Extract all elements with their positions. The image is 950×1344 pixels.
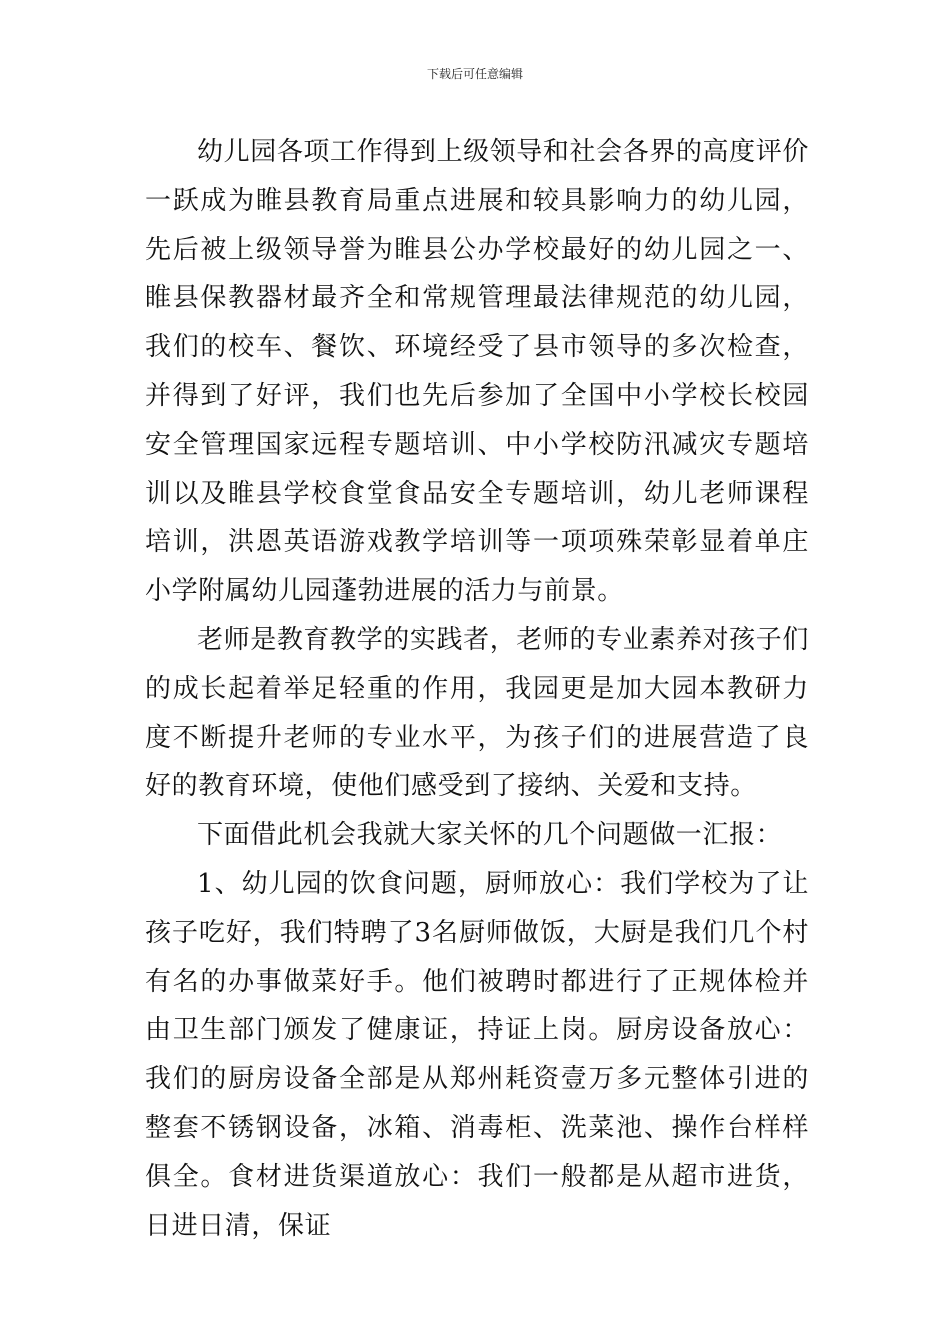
paragraph-food-issue: 1、幼儿园的饮食问题，厨师放心：我们学校为了让孩子吃好，我们特聘了3名厨师做饭，大厨是我们几个村有名的办事做菜好手。他们被聘时都进行了正规体检并由卫生部门颁发了健康证，持证上岗。厨房设备放心：我们的厨房设备全部是从郑州耗资壹万多元整体引进的整套不锈钢设备，冰箱、消毒柜、洗菜池、操作台样样俱全。食材进货渠道放心：我们一般都是从超市进货，日进日清，保证 xyxy=(145,868,809,1241)
paragraph-report-intro: 下面借此机会我就大家关怀的几个问题做一汇报： xyxy=(197,820,783,851)
paragraph-teachers: 老师是教育教学的实践者，老师的专业素养对孩子们的成长起着举足轻重的作用，我园更是加大园本教研力度不断提升老师的专业水平，为孩子们的进展营造了良好的教育环境，使他们感受到了接纳、关爱和支持。 xyxy=(145,624,809,802)
document-body xyxy=(145,128,809,1250)
paragraph-achievements: 幼儿园各项工作得到上级领导和社会各界的高度评价一跃成为睢县教育局重点进展和较具影响力的幼儿园，先后被上级领导誉为睢县公办学校最好的幼儿园之一、睢县保教器材最齐全和常规管理最法律规范的幼儿园，我们的校车、餐饮、环境经受了县市领导的多次检查，并得到了好评，我们也先后参加了全国中小学校长校园安全管理国家远程专题培训、中小学校防汛减灾专题培训以及睢县学校食堂食品安全专题培训，幼儿老师课程培训，洪恩英语游戏教学培训等一项项殊荣彰显着单庄小学附属幼儿园蓬勃进展的活力与前景。 xyxy=(145,137,809,607)
page-header-note: 下载后可任意编辑 xyxy=(426,67,523,81)
